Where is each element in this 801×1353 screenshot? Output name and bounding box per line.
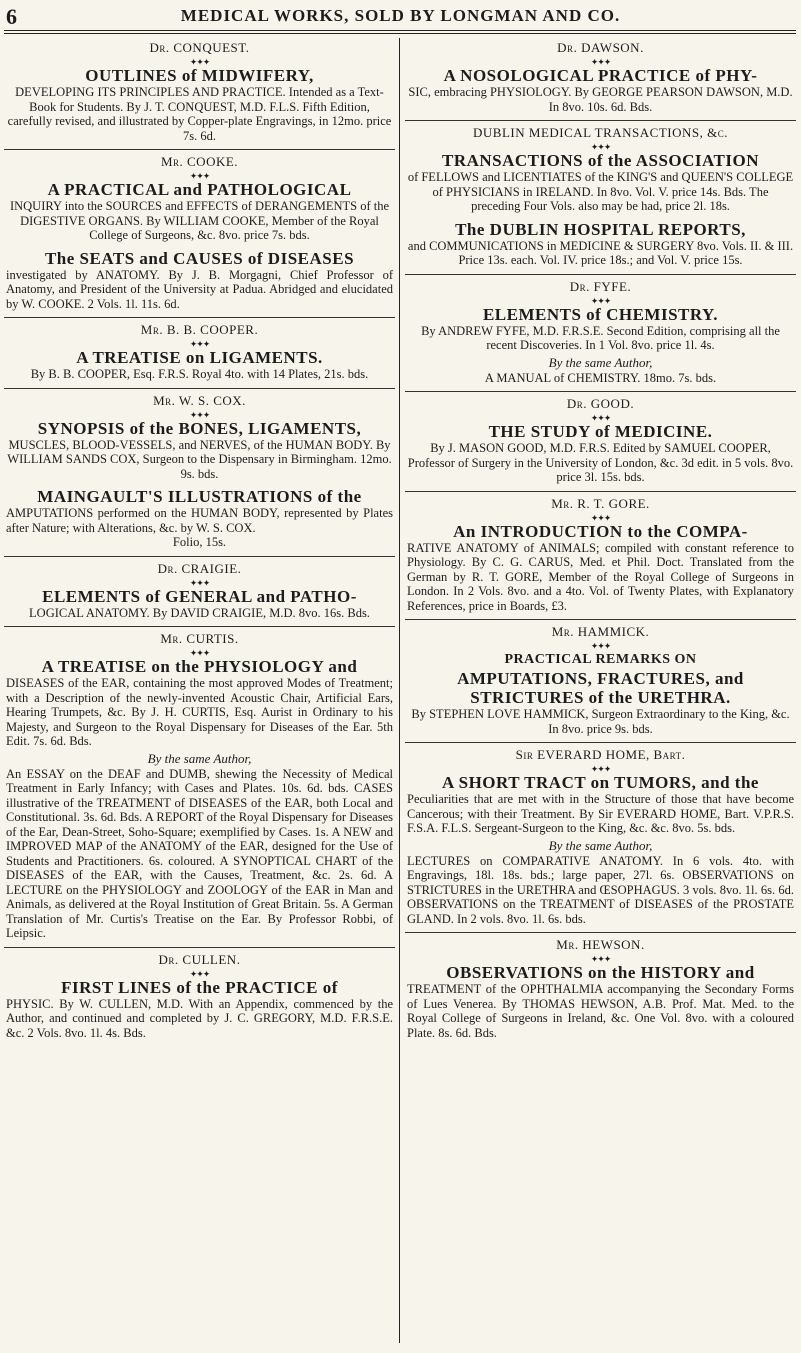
separator (405, 619, 796, 620)
ornament: ✦✦✦ (590, 641, 611, 651)
ornament: ✦✦✦ (590, 57, 611, 67)
author-heading: Dr. DAWSON. (557, 40, 644, 55)
catalog-entry (405, 937, 796, 1040)
catalog-entry (4, 631, 395, 941)
author-heading: Mr. B. B. COOPER. (140, 322, 259, 337)
book-description: By STEPHEN LOVE HAMMICK, Surgeon Extraordinary to the King, &c. In 8vo. price 9s. bds. (411, 707, 790, 736)
right-column (405, 38, 796, 1353)
catalog-entry (4, 154, 395, 311)
separator (4, 388, 395, 389)
book-title: ELEMENTS of CHEMISTRY. (482, 304, 719, 324)
left-column (4, 38, 395, 1353)
book-title: A SHORT TRACT on TUMORS, and the (442, 773, 759, 792)
book-description: PHYSIC. By W. CULLEN, M.D. With an Appendix, commenced by the Author, and continued and completed by J. C. GREGORY, M.D. F.R.S.E. &c. 2 Vols. 8vo. 1l. 4s. Bds. (6, 996, 393, 1040)
ornament: ✦✦✦ (189, 968, 210, 979)
catalog-entry (4, 561, 395, 621)
book-description: A MANUAL of CHEMISTRY. 18mo. 7s. bds. (484, 370, 717, 385)
separator (4, 317, 395, 318)
ornament: ✦✦✦ (189, 171, 210, 181)
catalog-entry (405, 125, 796, 268)
book-title: A NOSOLOGICAL PRACTICE of PHY- (443, 66, 758, 85)
header-rule-2 (4, 33, 796, 34)
catalog-entry (405, 624, 796, 736)
book-description: DISEASES of the EAR, containing the most approved Modes of Treatment; with a Description of the newly-invented Acoustic Chair, Artificial Ears, Hearing Trumpets, &c. By J. H. CURTIS, Esq. Aurist in Ordinary to his Majesty, and Surgeon to the Royal Dispensary for Diseases of the Ear. 5th Edit. 7s. 6d. Bds. (6, 676, 393, 748)
book-description: By ANDREW FYFE, M.D. F.R.S.E. Second Edition, comprising all the recent Discoveries. In 1 Vol. 8vo. price 1l. 4s. (421, 323, 780, 352)
book-description: investigated by ANATOMY. By J. B. Morgagni, Chief Professor of Anatomy, and President of the University at Padua. Abridged and elucidated by W. COOKE. 2 Vols. 1l. 11s. 6d. (6, 267, 393, 311)
column-divider (399, 38, 400, 1343)
header-rule (4, 30, 796, 31)
catalog-entry (405, 496, 796, 614)
ornament: ✦✦✦ (590, 295, 611, 306)
book-description: Peculiarities that are met with in the Structure of those that have become Cancerous; with their Treatment. By Sir EVERARD HOME, Bart. V.P.R.S. F.S.A. F.L.S. Sergeant-Surgeon to the King, &c. &c. 8vo. 5s. bds. (407, 792, 794, 835)
book-description: By J. MASON GOOD, M.D. F.R.S. Edited by SAMUEL COOPER, Professor of Surgery in the University of London, &c. 3d edit. in 5 vols. 8vo. price 3l. 15s. bds. (407, 441, 794, 484)
ornament: ✦✦✦ (590, 512, 611, 523)
catalog-entry (4, 952, 395, 1041)
book-title: A TREATISE on the PHYSIOLOGY and (41, 657, 358, 676)
book-title: OBSERVATIONS on the HISTORY and (446, 963, 755, 982)
book-price: Folio, 15s. (172, 535, 227, 549)
catalog-entry (4, 322, 395, 382)
catalog-entry (4, 40, 395, 143)
separator (405, 742, 796, 743)
separator (405, 491, 796, 492)
ornament: ✦✦✦ (590, 413, 611, 423)
author-heading: Mr. HAMMICK. (551, 624, 650, 639)
book-title: The DUBLIN HOSPITAL REPORTS, (455, 219, 746, 239)
book-description: INQUIRY into the SOURCES and EFFECTS of DERANGEMENTS of the DIGESTIVE ORGANS. By WILLIAM COOKE, Member of the Royal College of Surgeons, &c. 8vo. price 7s. bds. (9, 199, 390, 242)
separator (405, 932, 796, 933)
author-heading: Mr. R. T. GORE. (551, 495, 650, 511)
book-title: PRACTICAL REMARKS ON (504, 652, 697, 667)
ornament: ✦✦✦ (590, 954, 611, 964)
author-heading: Dr. GOOD. (566, 396, 635, 411)
book-title: An INTRODUCTION to the COMPA- (453, 521, 748, 541)
page-number: 6 (6, 4, 17, 29)
ornament: ✦✦✦ (590, 142, 611, 152)
ornament: ✦✦✦ (590, 764, 611, 774)
book-description: RATIVE ANATOMY of ANIMALS; compiled with constant reference to Physiology. By C. G. CARUS, Med. et Phil. Doct. Translated from the German by R. T. GORE, Member of the Royal College of Surgeons in London. In 2 Vols. 8vo. and a 4to. Vol. of Twenty Plates, with Explanatory References, price in Boards, £3. (407, 540, 794, 613)
same-author-note: By the same Author, (548, 354, 653, 370)
book-description: An ESSAY on the DEAF and DUMB, shewing the Necessity of Medical Treatment in Early Infancy; with Cases and Plates. 10s. 6d. bds. CASES illustrative of the TREATMENT of DISEASES of the EAR, both Local and Constitutional. 3s. 6d. Bds. A REPORT of the Royal Dispensary for Diseases of the Ear, Dean-Street, Soho-Square; exemplified by Cases. 1s. A NEW and IMPROVED MAP of the ANATOMY of the EAR, designed for the Use of Students and Practitioners. 6s. coloured. A SYNOPTICAL CHART of the DISEASES of the EAR, with the Causes, Treatment, &c. 2s. 6d. A LECTURE on the PHYSIOLOGY and ZOOLOGY of the EAR in Man and Animals, as delivered at the Royal Institution of Great Britain. 5s. A German Translation of Mr. Curtis's Treatise on the Ear. By Professor Robbi, of Leipsic. (6, 766, 393, 940)
running-head: MEDICAL WORKS, SOLD BY LONGMAN AND CO. (180, 6, 621, 25)
author-heading: Mr. COOKE. (160, 154, 239, 169)
ornament: ✦✦✦ (189, 648, 210, 658)
author-heading: Dr. FYFE. (569, 278, 632, 294)
separator (4, 626, 395, 627)
book-title: TRANSACTIONS of the ASSOCIATION (442, 151, 759, 170)
book-description: LECTURES on COMPARATIVE ANATOMY. In 6 vols. 4to. with Engravings, 18l. 18s. bds.; large paper, 27l. 6s. OBSERVATIONS on STRICTURES in the URETHRA and ŒSOPHAGUS. 3 vols. 8vo. 1l. 6s. 6d. OBSERVATIONS on the TREATMENT of DISEASES of the PROSTATE GLAND. In 2 vols. 8vo. 1l. 6s. bds. (407, 853, 794, 926)
catalog-entry (405, 396, 796, 485)
author-heading: Dr. CULLEN. (158, 951, 241, 967)
book-title: SYNOPSIS of the BONES, LIGAMENTS, (37, 418, 362, 438)
book-description: By B. B. COOPER, Esq. F.R.S. Royal 4to. with 14 Plates, 21s. bds. (30, 367, 369, 381)
separator (4, 149, 395, 150)
book-description: LOGICAL ANATOMY. By DAVID CRAIGIE, M.D. 8vo. 16s. Bds. (29, 605, 370, 620)
author-heading: Dr. CRAIGIE. (157, 560, 242, 576)
book-title: OUTLINES of MIDWIFERY, (85, 66, 314, 85)
separator (405, 120, 796, 121)
separator (405, 391, 796, 392)
book-title-line: AMPUTATIONS, FRACTURES, and (457, 669, 744, 688)
catalog-entry (405, 747, 796, 926)
book-description: AMPUTATIONS performed on the HUMAN BODY, represented by Plates after Nature; with Alterations, &c. by W. S. COX. (6, 506, 393, 535)
book-title: A PRACTICAL and PATHOLOGICAL (47, 180, 352, 199)
book-title: The SEATS and CAUSES of DISEASES (44, 248, 355, 268)
catalog-entry (405, 40, 796, 114)
book-title: ELEMENTS of GENERAL and PATHO- (42, 586, 357, 606)
author-heading: Dr. CONQUEST. (149, 40, 250, 55)
separator (4, 556, 395, 557)
author-heading: Mr. W. S. COX. (153, 392, 246, 408)
same-author-note: By the same Author, (548, 837, 653, 853)
author-heading: Sir EVERARD HOME, Bart. (515, 747, 686, 762)
book-description: and COMMUNICATIONS in MEDICINE & SURGERY 8vo. Vols. II. & III. Price 13s. each. Vol. IV. price 18s.; and Vol. V. price 15s. (407, 238, 794, 267)
section-heading: DUBLIN MEDICAL TRANSACTIONS, &c. (473, 125, 728, 140)
separator (4, 947, 395, 948)
same-author-note: By the same Author, (147, 750, 252, 766)
ornament: ✦✦✦ (189, 339, 210, 349)
catalog-entry (405, 279, 796, 386)
book-description: SIC, embracing PHYSIOLOGY. By GEORGE PEARSON DAWSON, M.D. In 8vo. 10s. 6d. Bds. (408, 85, 793, 114)
book-description: TREATMENT of the OPHTHALMIA accompanying the Secondary Forms of Lues Venerea. By THOMAS HEWSON, A.B. Prof. Mat. Med. to the Royal College of Surgeons in Ireland, &c. One Vol. 8vo. with a coloured Plate. 8s. 6d. Bds. (407, 982, 794, 1040)
book-title: FIRST LINES of the PRACTICE of (61, 977, 338, 997)
ornament: ✦✦✦ (189, 409, 210, 420)
book-description: DEVELOPING ITS PRINCIPLES AND PRACTICE. Intended as a Text-Book for Students. By J. T. CONQUEST, M.D. F.L.S. Fifth Edition, carefully revised, and illustrated by Copper-plate Engravings, in 12mo. price 7s. 6d. (7, 85, 392, 143)
book-title: A TREATISE on LIGAMENTS. (76, 348, 323, 367)
book-title-line: STRICTURES of the URETHRA. (470, 688, 731, 707)
book-description: of FELLOWS and LICENTIATES of the KING'S and QUEEN'S COLLEGE of PHYSICIANS in IRELAND. In 8vo. Vol. V. price 14s. Bds. The preceding Four Vols. also may be had, price 2l. 18s. (407, 170, 794, 213)
ornament: ✦✦✦ (189, 577, 210, 588)
book-title: MAINGAULT'S ILLUSTRATIONS of the (37, 487, 362, 506)
ornament: ✦✦✦ (189, 57, 210, 67)
author-heading: Mr. HEWSON. (556, 937, 645, 952)
book-description: MUSCLES, BLOOD-VESSELS, and NERVES, of the HUMAN BODY. By WILLIAM SANDS COX, Surgeon to the Dispensary in Birmingham. 12mo. 9s. bds. (7, 437, 392, 481)
book-title: THE STUDY of MEDICINE. (488, 422, 713, 441)
catalog-entry (4, 393, 395, 550)
separator (405, 274, 796, 275)
page-header (0, 0, 801, 30)
author-heading: Mr. CURTIS. (160, 631, 239, 646)
